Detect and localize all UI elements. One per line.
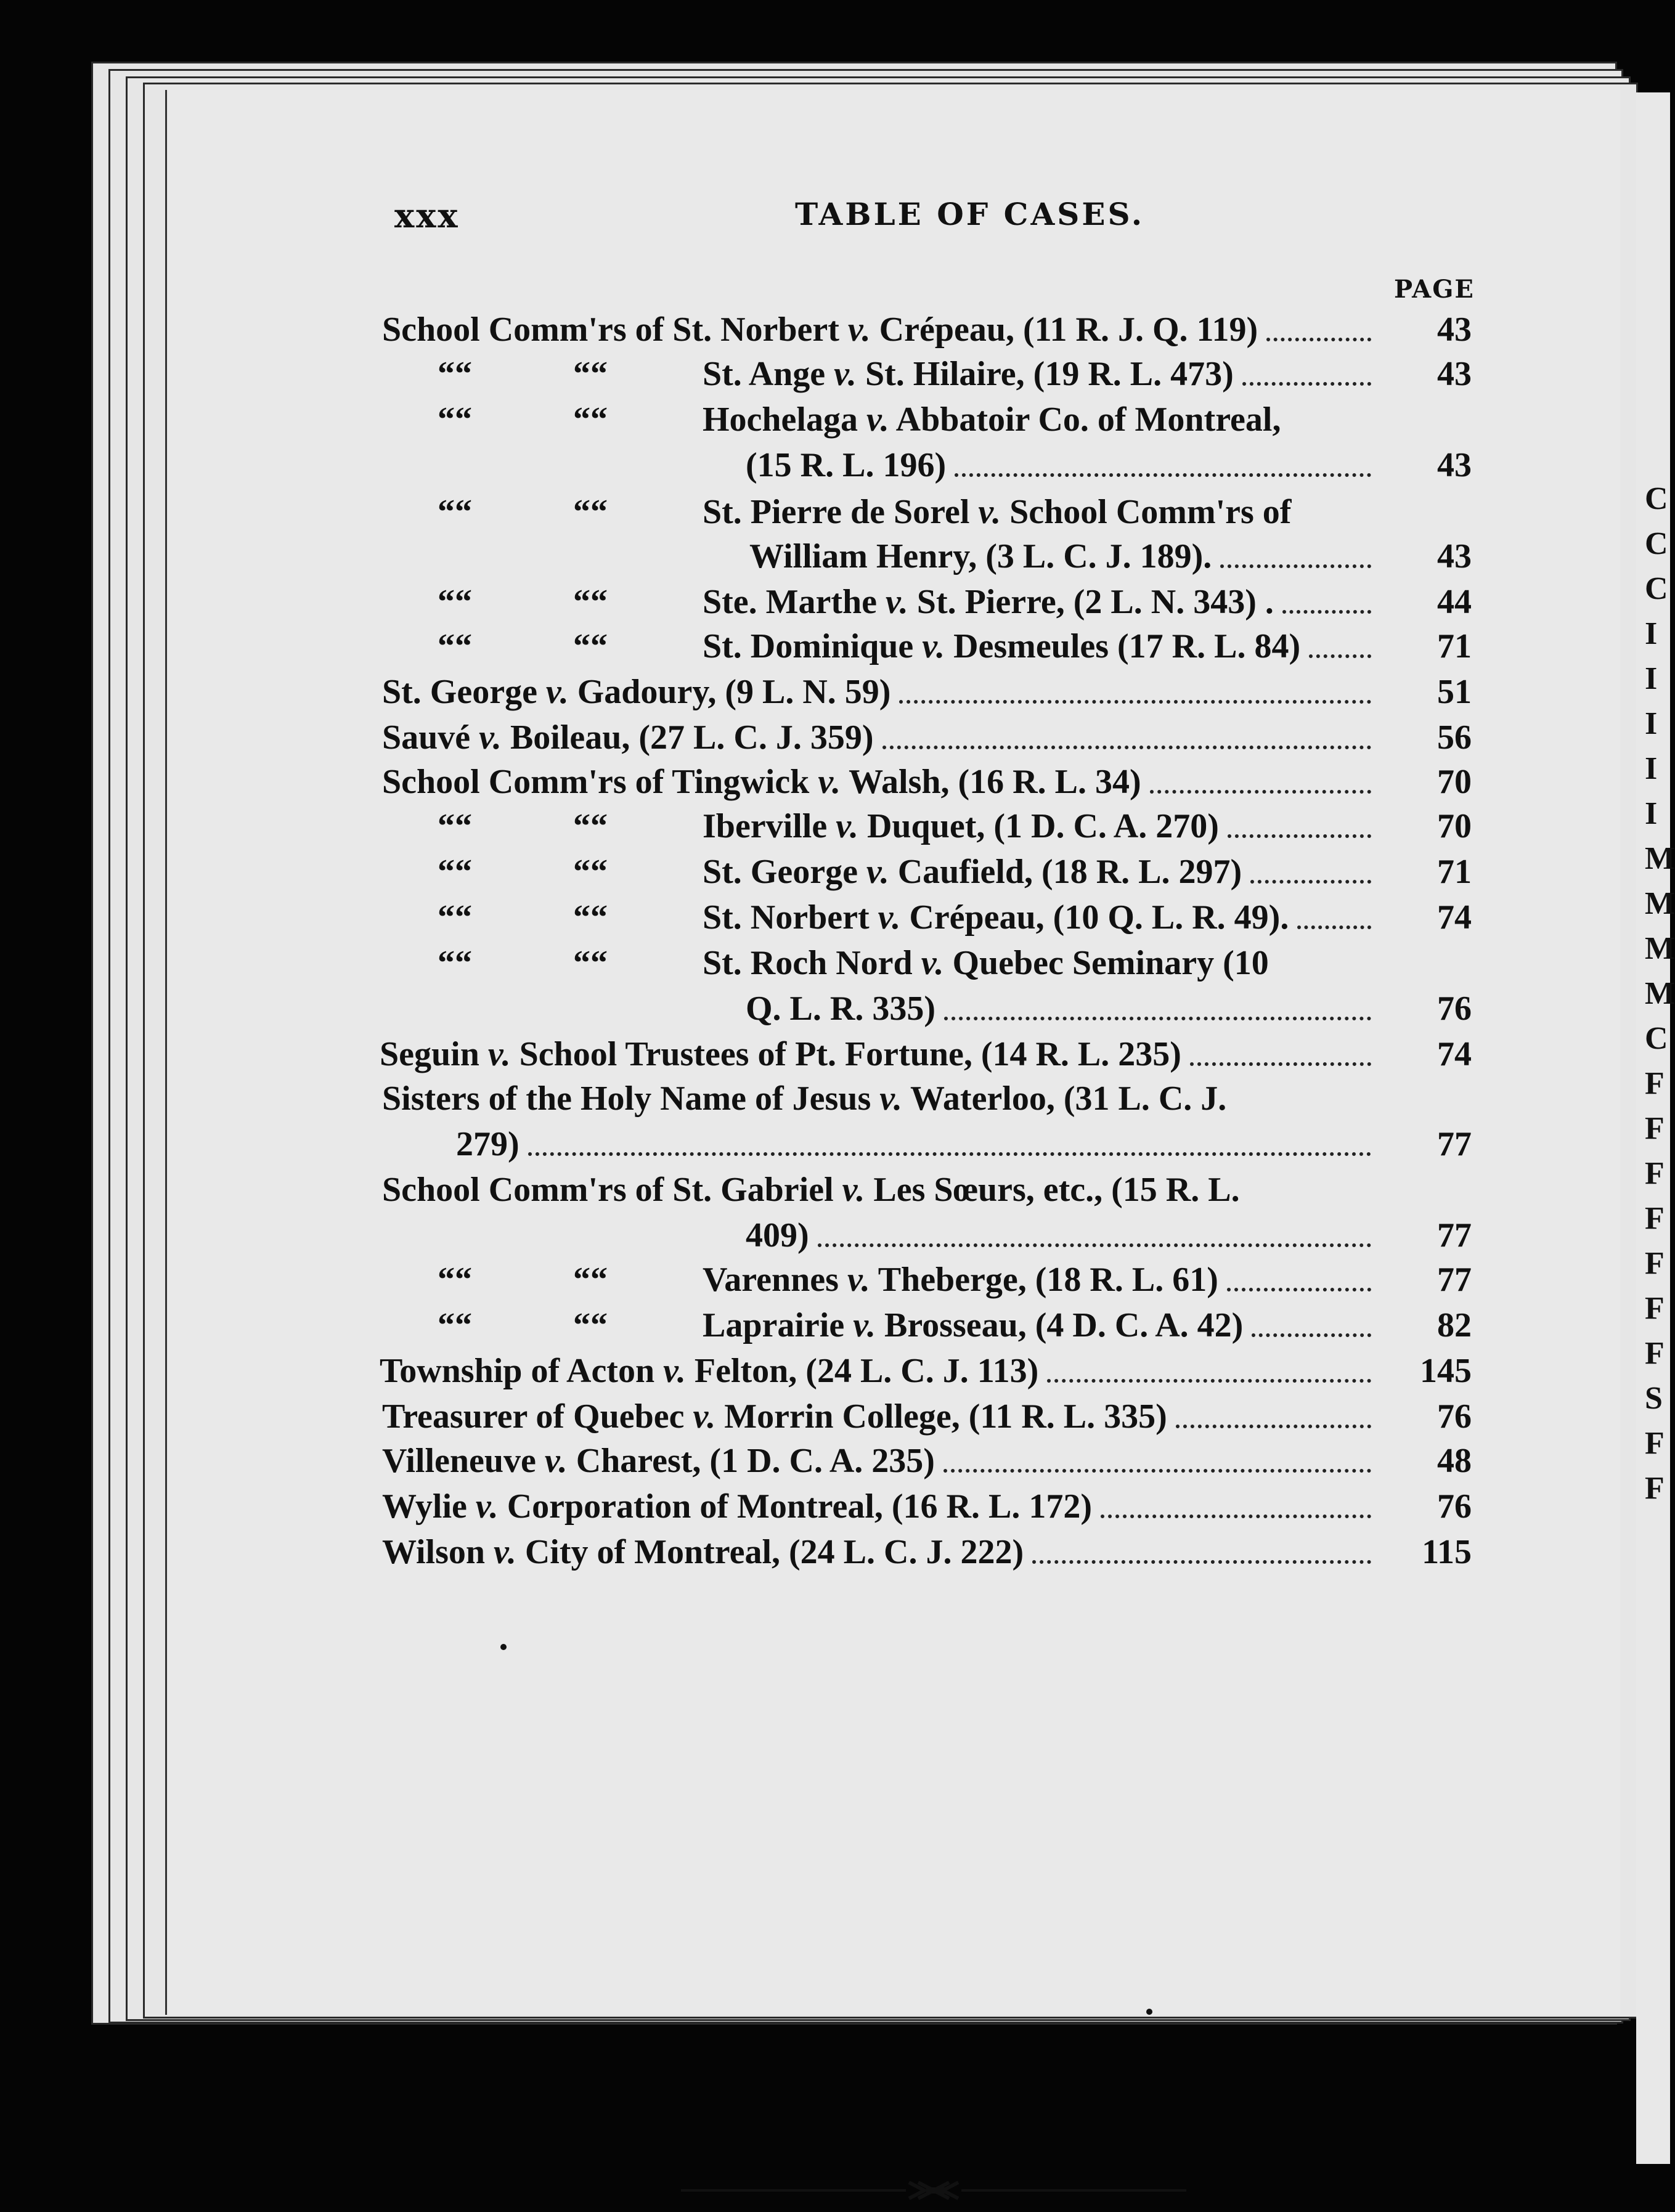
versus-mark: v. [494, 1533, 516, 1571]
case-title [703, 489, 1291, 535]
case-title [746, 442, 946, 488]
facing-page-letter: F [1645, 1201, 1665, 1236]
ditto-mark: ““ [573, 944, 608, 982]
case-party-b-citation: Waterloo, (31 L. C. J. [902, 1080, 1227, 1118]
case-party-a: Hochelaga [703, 401, 866, 439]
case-entry [0, 1257, 1670, 1303]
dot-leader [528, 1150, 1371, 1156]
page-number: 145 [1420, 1352, 1472, 1390]
case-entry [0, 397, 1670, 442]
case-entry [0, 1303, 1670, 1348]
facing-page-letter: F [1645, 1291, 1665, 1326]
versus-mark: v. [818, 763, 841, 801]
dot-leader [1227, 1285, 1371, 1291]
dot-leader [1047, 1376, 1371, 1383]
versus-mark: v. [922, 627, 945, 665]
case-party-b-citation: Charest, (1 D. C. A. 235) [567, 1442, 935, 1480]
ditto-mark: ““ [438, 1306, 472, 1344]
case-party-a: Treasurer of Quebec [382, 1397, 693, 1436]
versus-mark: v. [879, 1080, 903, 1118]
case-title [382, 669, 890, 715]
versus-mark: v. [545, 673, 569, 711]
case-title [703, 624, 1300, 669]
facing-page-letter: F [1645, 1111, 1665, 1146]
case-party-a: Township of Acton [380, 1352, 664, 1390]
case-party-b-citation: Boileau, (27 L. C. J. 359) [501, 718, 874, 757]
case-party-a: Varennes [703, 1261, 847, 1299]
page-number: 76 [1437, 1397, 1472, 1436]
case-party-a: St. Pierre de Sorel [703, 493, 979, 531]
page-number: 56 [1437, 718, 1472, 757]
ditto-mark: ““ [573, 493, 608, 531]
case-party-a: Sisters of the Holy Name of Jesus [382, 1080, 880, 1118]
case-party-b-citation: Morrin College, (11 R. L. 335) [715, 1397, 1167, 1436]
facing-page-letter: I [1645, 796, 1658, 831]
case-entry [0, 803, 1670, 849]
case-entry [0, 986, 1670, 1031]
page-number: 77 [1437, 1216, 1472, 1254]
dot-leader [1252, 1331, 1371, 1337]
versus-mark: v. [878, 898, 901, 937]
facing-page-letter: S [1645, 1381, 1663, 1416]
case-party-a: Iberville [703, 807, 836, 845]
case-entry [0, 442, 1670, 488]
speck [500, 1644, 507, 1650]
page-number: 43 [1437, 537, 1472, 575]
facing-page-letter: M [1645, 841, 1675, 876]
case-party-a: Wilson [382, 1533, 494, 1571]
page-number: 43 [1437, 446, 1472, 484]
case-entry [0, 1529, 1670, 1575]
page-number: 74 [1437, 1035, 1472, 1073]
case-entry [0, 1076, 1670, 1121]
case-title [382, 1529, 1024, 1575]
case-entry [0, 579, 1670, 625]
case-party-a: St. Roch Nord [703, 944, 921, 982]
case-title [382, 1484, 1092, 1529]
case-party-b-citation: Crépeau, (10 Q. L. R. 49). [900, 898, 1289, 937]
case-entry [0, 715, 1670, 760]
case-entry [0, 1394, 1670, 1439]
case-entry [0, 1121, 1670, 1167]
dot-leader [1220, 562, 1371, 568]
case-entry [0, 351, 1670, 397]
page-number: 43 [1437, 311, 1472, 349]
case-title [382, 759, 1141, 805]
case-entry [0, 307, 1670, 352]
versus-mark: v. [487, 1035, 511, 1073]
case-title [703, 579, 1274, 625]
case-entry [0, 489, 1670, 535]
case-party-b-citation: Abbatoir Co. of Montreal, [889, 401, 1281, 439]
case-title [703, 849, 1242, 895]
ditto-mark: ““ [438, 853, 472, 891]
versus-mark: v. [842, 1171, 865, 1209]
case-entry [0, 759, 1670, 805]
case-title [382, 307, 1258, 352]
versus-mark: v. [886, 583, 908, 621]
page-number: 51 [1437, 673, 1472, 711]
dot-leader [882, 743, 1371, 749]
page-number: 82 [1437, 1306, 1472, 1344]
case-party-a: Sauvé [382, 718, 479, 757]
ditto-mark: ““ [573, 853, 608, 891]
case-entry [0, 1348, 1670, 1394]
case-title [703, 803, 1219, 849]
case-party-b-citation: Desmeules (17 R. L. 84) [945, 627, 1301, 665]
facing-page-letter: F [1645, 1426, 1665, 1461]
case-party-b-citation: Les Sœurs, etc., (15 R. L. [865, 1171, 1240, 1209]
ditto-mark: ““ [438, 898, 472, 937]
case-party-a: Q. L. R. 335) [746, 990, 935, 1028]
ditto-mark: ““ [438, 1261, 472, 1299]
ditto-mark: ““ [438, 355, 472, 393]
case-party-b-citation: Corporation of Montreal, (16 R. L. 172) [498, 1487, 1092, 1526]
dot-leader [1101, 1512, 1371, 1518]
case-party-b-citation: School Trustees of Pt. Fortune, (14 R. L. 235) [510, 1035, 1181, 1073]
versus-mark: v. [834, 355, 857, 393]
ornament-rule [681, 2169, 1186, 2212]
ditto-mark: ““ [438, 583, 472, 621]
versus-mark: v. [847, 1261, 870, 1299]
case-title [382, 715, 874, 760]
page-number: 70 [1437, 763, 1472, 801]
case-title [703, 1303, 1243, 1348]
case-entry [0, 534, 1670, 579]
case-party-a: 279) [456, 1125, 520, 1163]
ditto-mark: ““ [573, 1306, 608, 1344]
page-number: 77 [1437, 1261, 1472, 1299]
facing-page-letter: M [1645, 976, 1675, 1011]
case-entry [0, 940, 1670, 986]
dot-leader [1282, 608, 1371, 614]
ditto-mark: ““ [438, 401, 472, 439]
case-party-a: St. George [382, 673, 546, 711]
ditto-mark: ““ [573, 627, 608, 665]
facing-page-letter: I [1645, 616, 1658, 651]
ditto-mark: ““ [573, 355, 608, 393]
facing-page-letter: F [1645, 1246, 1665, 1281]
ditto-mark: ““ [438, 807, 472, 845]
facing-page-letter: I [1645, 751, 1658, 786]
dot-leader [1297, 923, 1371, 929]
ditto-mark: ““ [438, 627, 472, 665]
versus-mark: v. [836, 807, 858, 845]
case-party-a: Wylie [382, 1487, 476, 1526]
speck [1146, 2009, 1152, 2015]
versus-mark: v. [978, 493, 1001, 531]
dot-leader [1309, 652, 1371, 658]
facing-page-letter: C [1645, 526, 1668, 561]
ditto-mark: ““ [438, 944, 472, 982]
case-party-b-citation: Theberge, (18 R. L. 61) [870, 1261, 1218, 1299]
dot-leader [955, 471, 1371, 477]
case-title [380, 1031, 1181, 1077]
case-party-a: St. Norbert [703, 898, 878, 937]
case-title [749, 534, 1212, 579]
case-party-a: Ste. Marthe [703, 583, 886, 621]
versus-mark: v. [866, 853, 889, 891]
versus-mark: v. [921, 944, 944, 982]
facing-page-letter: F [1645, 1066, 1665, 1101]
dot-leader [1032, 1558, 1371, 1564]
facing-page-letter: I [1645, 661, 1658, 696]
page-number: 44 [1437, 583, 1472, 621]
dot-leader [1228, 832, 1371, 838]
case-party-b-citation: Brosseau, (4 D. C. A. 42) [875, 1306, 1244, 1344]
versus-mark: v. [475, 1487, 499, 1526]
versus-mark: v. [544, 1442, 568, 1480]
case-party-b-citation: St. Hilaire, (19 R. L. 473) [856, 355, 1234, 393]
page-number: 48 [1437, 1442, 1472, 1480]
case-party-a: William Henry, (3 L. C. J. 189). [749, 537, 1212, 575]
page-title: TABLE OF CASES. [795, 196, 1145, 232]
case-title [703, 1257, 1218, 1303]
case-party-b-citation: Duquet, (1 D. C. A. 270) [858, 807, 1219, 845]
case-title [382, 1076, 1226, 1121]
page-number: 71 [1437, 627, 1472, 665]
facing-page-letter: F [1645, 1156, 1665, 1191]
case-entry [0, 1484, 1670, 1529]
case-party-b-citation: School Comm'rs of [1001, 493, 1292, 531]
case-party-b-citation: Gadoury, (9 L. N. 59) [568, 673, 891, 711]
versus-mark: v. [693, 1397, 716, 1436]
case-title [382, 1167, 1240, 1213]
page-number: 115 [1422, 1533, 1472, 1571]
case-party-a: School Comm'rs of St. Gabriel [382, 1171, 842, 1209]
case-party-a: St. Ange [703, 355, 834, 393]
page-number: 71 [1437, 853, 1472, 891]
case-title [703, 895, 1289, 940]
case-party-a: Laprairie [703, 1306, 854, 1344]
facing-page-letter: C [1645, 571, 1668, 606]
case-entry [0, 1031, 1670, 1077]
case-party-a: 409) [746, 1216, 809, 1254]
case-party-b-citation: Caufield, (18 R. L. 297) [889, 853, 1242, 891]
ditto-mark: ““ [573, 898, 608, 937]
facing-page-letter: F [1645, 1336, 1665, 1371]
page-number: 70 [1437, 807, 1472, 845]
case-party-b-citation: St. Pierre, (2 L. N. 343) . [908, 583, 1274, 621]
case-party-b-citation: Walsh, (16 R. L. 34) [841, 763, 1141, 801]
case-party-a: Villeneuve [382, 1442, 545, 1480]
case-party-b-citation: Crépeau, (11 R. J. Q. 119) [870, 311, 1258, 349]
case-title [746, 1213, 809, 1258]
dot-leader [1250, 877, 1371, 884]
page-number: 43 [1437, 355, 1472, 393]
ditto-mark: ““ [438, 493, 472, 531]
dot-leader [899, 697, 1371, 704]
dot-leader [818, 1241, 1371, 1247]
facing-page-letter: C [1645, 1021, 1668, 1056]
case-party-a: St. George [703, 853, 866, 891]
page-number: 76 [1437, 1487, 1472, 1526]
versus-mark: v. [847, 311, 871, 349]
case-title [703, 397, 1281, 442]
case-party-b-citation: Quebec Seminary (10 [943, 944, 1269, 982]
case-title [456, 1121, 520, 1167]
dot-leader [943, 1466, 1371, 1473]
case-party-a: School Comm'rs of Tingwick [382, 763, 818, 801]
facing-page-letter: I [1645, 706, 1658, 741]
case-entry [0, 624, 1670, 669]
ditto-mark: ““ [573, 807, 608, 845]
versus-mark: v. [866, 401, 889, 439]
case-entry [0, 849, 1670, 895]
page-number: 76 [1437, 990, 1472, 1028]
case-entry [0, 1438, 1670, 1484]
case-entry [0, 1167, 1670, 1213]
case-party-b-citation: City of Montreal, (24 L. C. J. 222) [516, 1533, 1024, 1571]
case-title [382, 1438, 935, 1484]
case-entry [0, 669, 1670, 715]
case-party-a: Seguin [380, 1035, 488, 1073]
case-title [746, 986, 935, 1031]
case-party-b-citation: Felton, (24 L. C. J. 113) [685, 1352, 1039, 1390]
dot-leader [1190, 1060, 1371, 1066]
dot-leader [944, 1014, 1371, 1020]
case-title [380, 1348, 1038, 1394]
ditto-mark: ““ [573, 583, 608, 621]
versus-mark: v. [479, 718, 502, 757]
case-party-a: School Comm'rs of St. Norbert [382, 311, 848, 349]
case-entry [0, 895, 1670, 940]
ditto-mark: ““ [573, 1261, 608, 1299]
page-number: 77 [1437, 1125, 1472, 1163]
versus-mark: v. [853, 1306, 876, 1344]
case-title [703, 940, 1269, 986]
dot-leader [1266, 335, 1371, 341]
case-title [382, 1394, 1167, 1439]
case-party-a: St. Dominique [703, 627, 923, 665]
dot-leader [1176, 1422, 1371, 1428]
facing-page-letter: M [1645, 931, 1675, 966]
dot-leader [1242, 380, 1371, 386]
case-party-a: (15 R. L. 196) [746, 446, 947, 484]
versus-mark: v. [663, 1352, 686, 1390]
case-title [703, 351, 1234, 397]
facing-page-letter: F [1645, 1471, 1665, 1506]
page-column-label: PAGE [1394, 275, 1475, 304]
case-entry [0, 1213, 1670, 1258]
page-number: 74 [1437, 898, 1472, 937]
ditto-mark: ““ [573, 401, 608, 439]
facing-page-letter: C [1645, 481, 1668, 516]
page-folio: xxx [394, 196, 460, 235]
facing-page-letter: M [1645, 886, 1675, 921]
dot-leader [1150, 787, 1371, 794]
